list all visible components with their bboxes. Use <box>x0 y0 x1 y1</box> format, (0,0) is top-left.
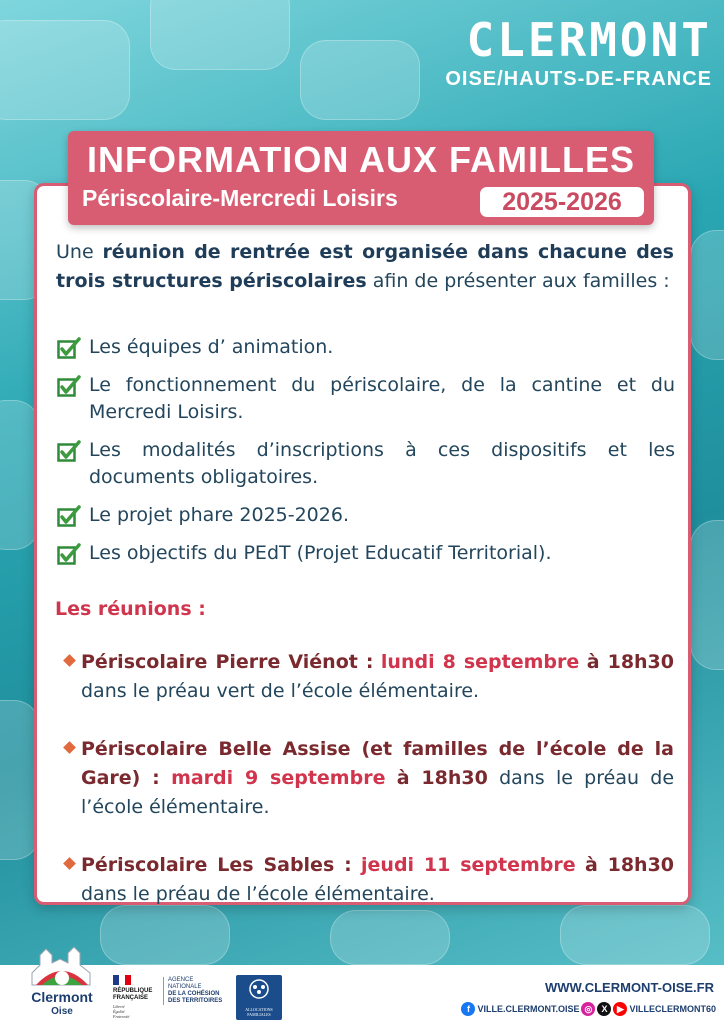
social-handle[interactable]: VILLECLERMONT60 <box>629 1004 716 1014</box>
meetings-heading: Les réunions : <box>55 598 206 620</box>
meeting-place: Périscolaire Les Sables : <box>81 854 352 876</box>
meeting-time: à 18h30 <box>396 767 488 789</box>
meeting-location: dans le préau vert de l’école élémentaire. <box>81 680 480 702</box>
checklist-item <box>57 437 675 491</box>
youtube-icon[interactable]: ▶ <box>613 1002 627 1016</box>
checkbox-icon <box>57 337 81 359</box>
logo-subtitle: Oise <box>51 1006 73 1017</box>
checklist-item-text: Le fonctionnement du périscolaire, de la cantine et du Mercredi Loisirs. <box>89 374 675 423</box>
footer <box>0 965 724 1024</box>
republique-francaise-logo <box>113 975 163 1019</box>
intro-lead: Une <box>56 241 103 263</box>
social-links <box>461 1002 716 1016</box>
rf-motto-line: Fraternité <box>113 1014 130 1019</box>
brand-logo <box>445 14 712 91</box>
caf-line: ALLOCATIONS <box>245 1007 273 1012</box>
anct-logo <box>163 977 233 1005</box>
checkbox-icon <box>57 375 81 397</box>
instagram-icon[interactable]: ◎ <box>581 1002 595 1016</box>
page-title: INFORMATION AUX FAMILLES <box>87 139 635 180</box>
meeting-date: jeudi 11 septembre <box>361 854 576 876</box>
intro-highlight: réunion de rentrée est organisée dans chacune des trois structures périscolaires <box>56 241 674 292</box>
brand-region: OISE/HAUTS-DE-FRANCE <box>445 68 712 90</box>
website-link[interactable]: WWW.CLERMONT-OISE.FR <box>545 980 714 995</box>
caf-line: FAMILIALES <box>247 1012 271 1017</box>
meeting-date: mardi 9 septembre <box>171 767 386 789</box>
meeting-location: dans le préau de l’école élémentaire. <box>81 767 675 818</box>
anct-line: DE LA COHÉSION <box>168 991 220 997</box>
checklist-item <box>57 372 675 426</box>
town-emblem-icon <box>22 935 102 991</box>
checkbox-icon <box>57 505 81 527</box>
checklist-item-text: Les équipes d’ animation. <box>89 336 334 358</box>
meeting-place: Périscolaire Pierre Viénot : <box>81 651 374 673</box>
rf-motto <box>113 1004 163 1019</box>
meetings-list <box>63 648 674 938</box>
page-subtitle: Périscolaire-Mercredi Loisirs <box>82 185 398 211</box>
meeting-time: à 18h30 <box>586 651 674 673</box>
info-card <box>34 183 691 905</box>
meeting-time: à 18h30 <box>584 854 675 876</box>
checklist <box>57 334 675 578</box>
caf-text <box>236 1007 282 1017</box>
meeting-item <box>63 648 674 706</box>
checklist-item <box>57 334 675 361</box>
anct-line: AGENCE <box>168 977 194 983</box>
caf-logo <box>236 975 282 1020</box>
meeting-item <box>63 735 674 822</box>
checklist-item-text: Les modalités d’inscriptions à ces dispositifs et les documents obligatoires. <box>89 439 675 488</box>
checklist-item-text: Le projet phare 2025-2026. <box>89 504 349 526</box>
anct-line: NATIONALE <box>168 984 202 990</box>
bullet-diamond-icon <box>63 741 76 754</box>
bullet-diamond-icon <box>63 654 76 667</box>
year-badge: 2025-2026 <box>480 187 644 217</box>
caf-emblem-icon <box>236 975 282 1007</box>
meeting-place: Périscolaire Belle Assise (et familles de l’école de la Gare) : <box>81 738 674 789</box>
rf-motto-line: Égalité <box>113 1009 125 1014</box>
rf-line: FRANÇAISE <box>113 995 149 1001</box>
title-banner <box>68 131 654 225</box>
checklist-item <box>57 540 675 567</box>
checkbox-icon <box>57 543 81 565</box>
french-flag-icon <box>113 975 131 985</box>
checkbox-icon <box>57 440 81 462</box>
x-icon[interactable]: X <box>597 1002 611 1016</box>
meeting-item <box>63 851 674 909</box>
anct-line: DES TERRITOIRES <box>168 998 223 1004</box>
facebook-icon[interactable]: f <box>461 1002 475 1016</box>
meeting-location: dans le préau de l’école élémentaire. <box>81 883 435 905</box>
logo-name: Clermont <box>31 989 93 1005</box>
bullet-diamond-icon <box>63 857 76 870</box>
brand-name: CLERMONT <box>466 13 712 67</box>
checklist-item <box>57 502 675 529</box>
rf-motto-line: Liberté <box>113 1004 125 1009</box>
intro-tail: afin de présenter aux familles : <box>366 270 670 292</box>
checklist-item-text: Les objectifs du PEdT (Projet Educatif Territorial). <box>89 542 552 564</box>
facebook-handle[interactable]: VILLE.CLERMONT.OISE <box>477 1004 580 1014</box>
rf-line: RÉPUBLIQUE <box>113 988 153 994</box>
clermont-logo <box>22 935 102 1021</box>
intro-paragraph <box>56 238 674 296</box>
meeting-date: lundi 8 septembre <box>380 651 580 673</box>
